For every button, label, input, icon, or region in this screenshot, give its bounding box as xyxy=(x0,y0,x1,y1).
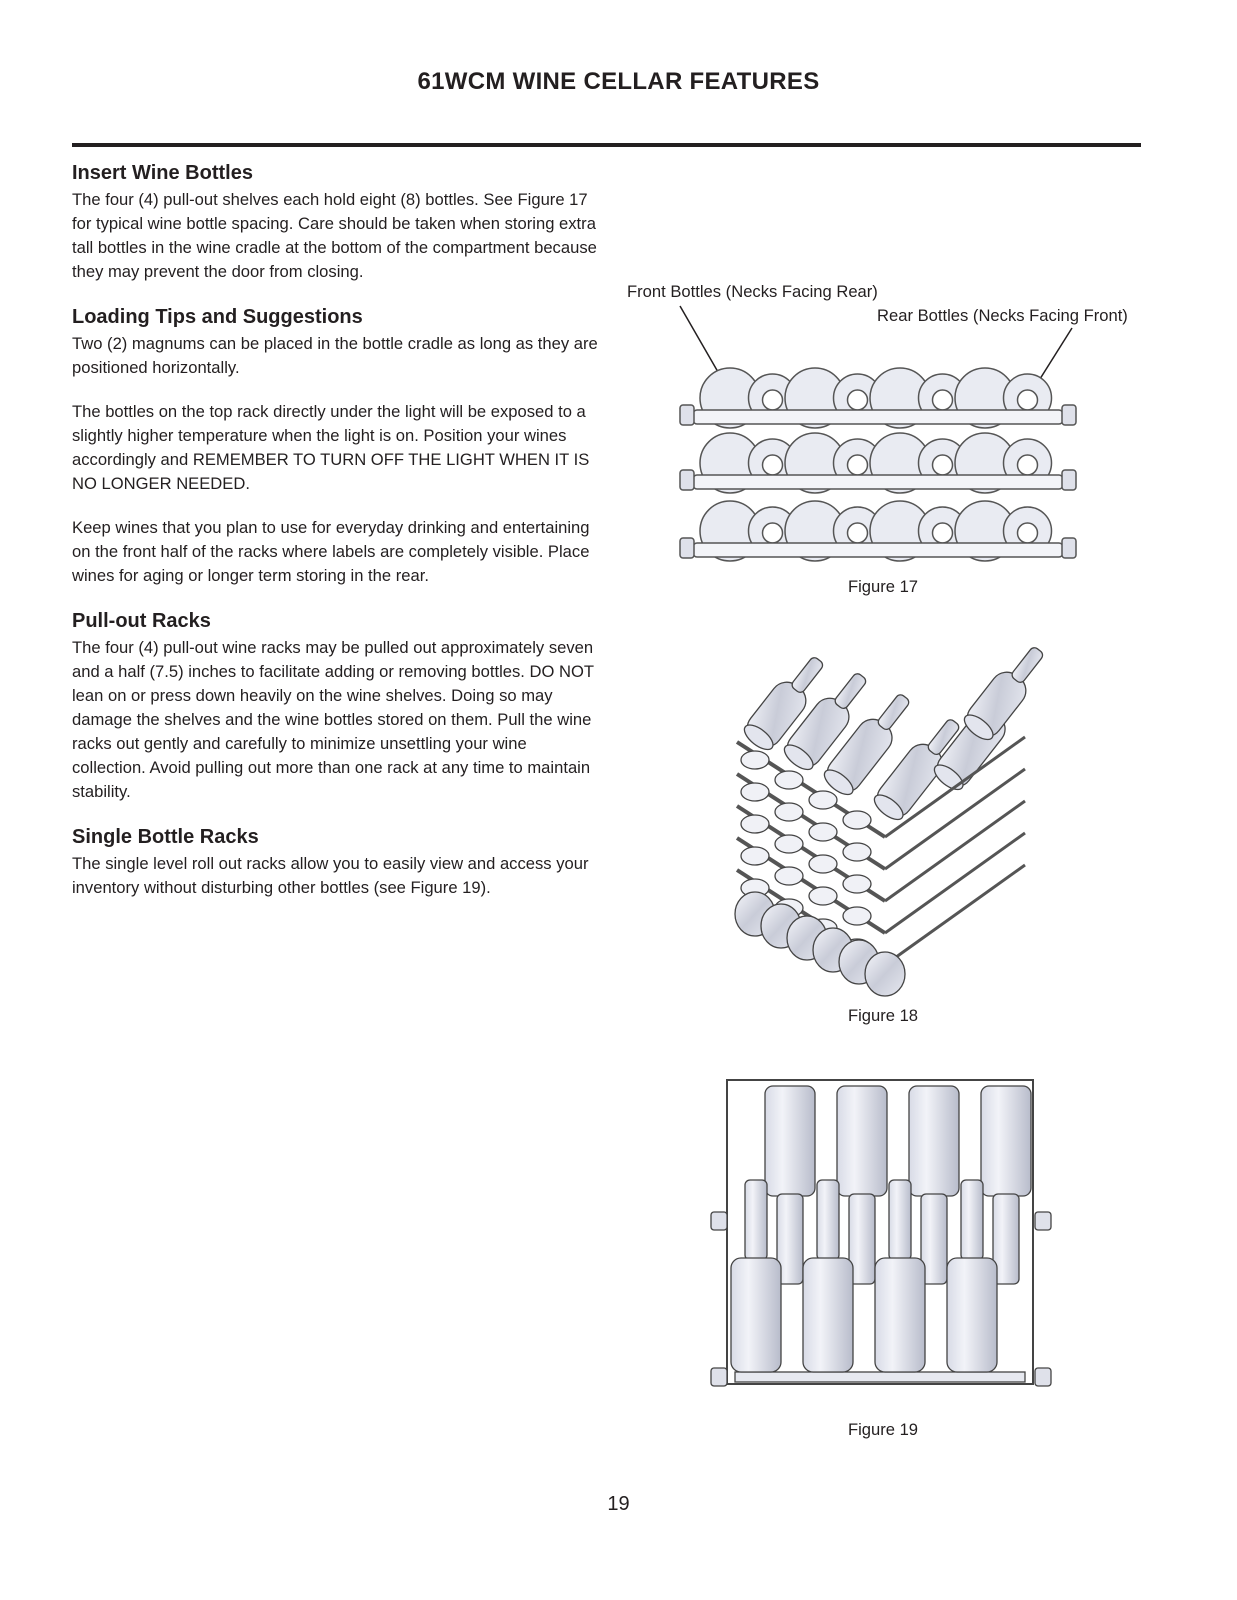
section-pull-out-racks xyxy=(72,608,602,804)
paragraph: The single level roll out racks allow you to easily view and access your inventory without disturbing other bottles (see Figure 19). xyxy=(72,854,589,897)
paragraph: Keep wines that you plan to use for everyday drinking and entertaining on the front half of the racks where labels are completely visible. Place wines for aging or longer term storing in the rear. xyxy=(72,518,590,585)
paragraph: The four (4) pull-out shelves each hold eight (8) bottles. See Figure 17 for typical wine bottle spacing. Care should be taken when storing extra tall bottles in the wine cradle at the bottom of the compartment because they may prevent the door from closing. xyxy=(72,190,597,281)
header-rule xyxy=(72,143,1141,147)
figure-17-rear-label: Rear Bottles (Necks Facing Front) xyxy=(877,306,1128,325)
section-heading: Insert Wine Bottles xyxy=(72,162,253,184)
section-loading-tips xyxy=(72,304,602,588)
text-column xyxy=(72,160,602,920)
section-heading: Loading Tips and Suggestions xyxy=(72,306,363,328)
figure-17-caption: Figure 17 xyxy=(847,577,919,596)
paragraph: Two (2) magnums can be placed in the bottle cradle as long as they are positioned horizontally. xyxy=(72,334,598,377)
figure-17-front-label: Front Bottles (Necks Facing Rear) xyxy=(627,282,878,301)
section-heading: Pull-out Racks xyxy=(72,610,211,632)
figure-18-rack-illustration xyxy=(725,622,1045,1002)
figure-19-rack-illustration xyxy=(705,1072,1065,1402)
page-number: 19 xyxy=(607,1493,630,1515)
figure-18-caption: Figure 18 xyxy=(847,1006,919,1025)
figure-19-caption: Figure 19 xyxy=(847,1420,919,1439)
page-title: 61WCM WINE CELLAR FEATURES xyxy=(417,68,820,95)
section-insert-wine-bottles xyxy=(72,160,602,284)
section-heading: Single Bottle Racks xyxy=(72,826,259,848)
paragraph: The bottles on the top rack directly under the light will be exposed to a slightly higher temperature when the light is on. Position your wines accordingly and REMEMBER TO TURN OFF THE LIGHT WHEN IT IS NO LONGER NEEDED. xyxy=(72,402,590,493)
paragraph: The four (4) pull-out wine racks may be pulled out approximately seven and a half (7.5) inches to facilitate adding or removing bottles. DO NOT lean on or press down heavily on the wine shelves. Doing so may damage the shelves and the wine bottles stored on them. Pull the wine racks out gently and carefully to minimize unsettling your wine collection. Avoid pulling out more than one rack at any time to maintain stability. xyxy=(72,638,594,801)
section-single-bottle-racks xyxy=(72,824,602,900)
